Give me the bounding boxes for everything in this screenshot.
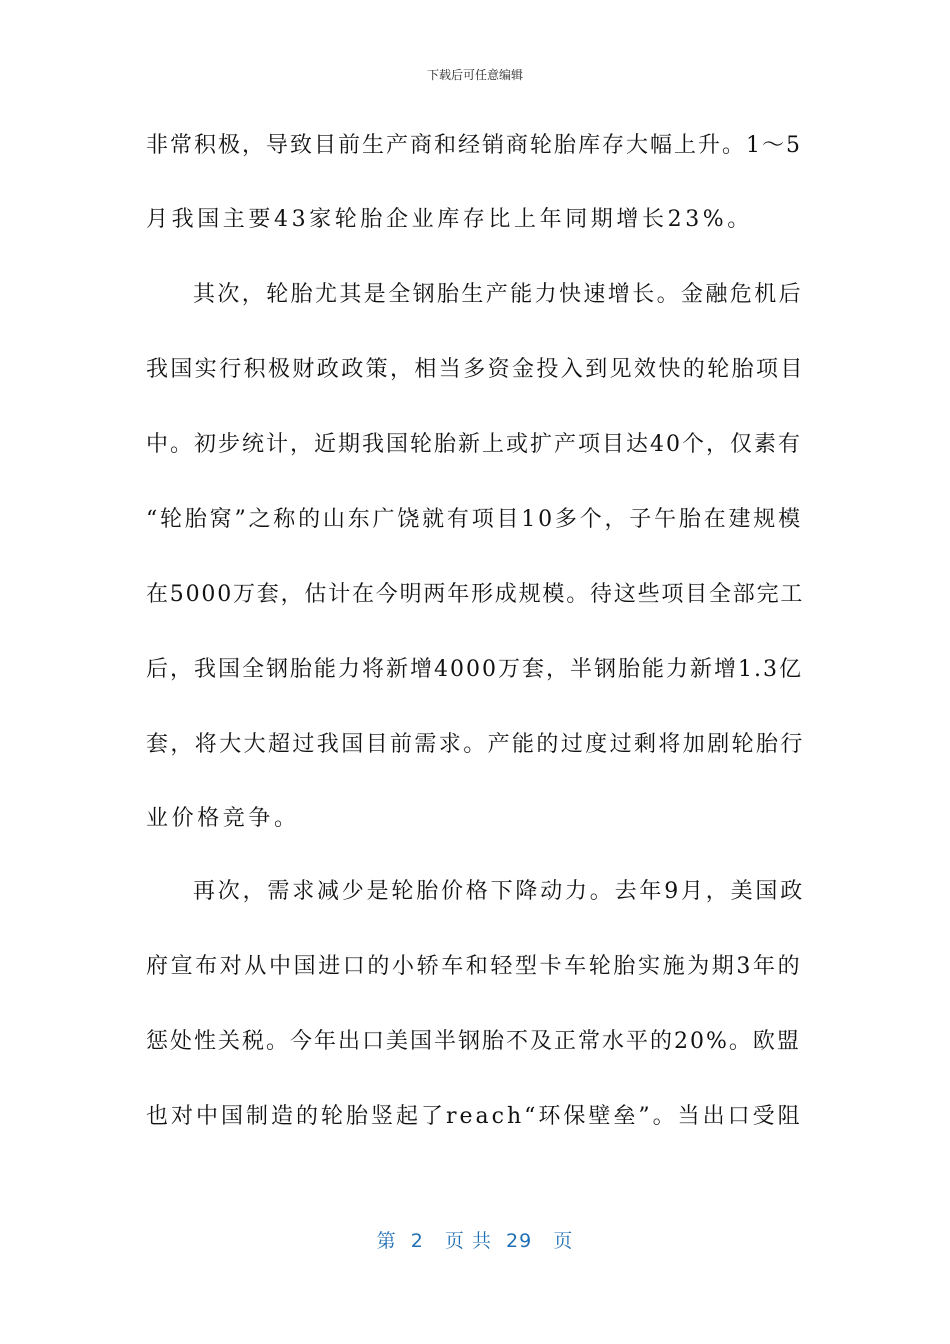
text-line: 中。初步统计，近期我国轮胎新上或扩产项目达40个，仅素有 [146,432,802,457]
text-line: 非常积极，导致目前生产商和经销商轮胎库存大幅上升。1～5 [146,133,802,158]
page-header-note: 下载后可任意编辑 [426,68,523,82]
text-line: “轮胎窝”之称的山东广饶就有项目10多个，子午胎在建规模 [146,507,803,532]
text-line: 其次，轮胎尤其是全钢胎生产能力快速增长。金融危机后 [193,282,804,307]
text-line: 惩处性关税。今年出口美国半钢胎不及正常水平的20%。欧盟 [146,1029,801,1054]
page-footer-number: 第 2 页 共 29 页 [376,1230,574,1252]
text-line: 月我国主要43家轮胎企业库存比上年同期增长23%。 [146,207,753,232]
text-line: 后，我国全钢胎能力将新增4000万套，半钢胎能力新增1.3亿 [146,657,803,682]
text-line: 再次，需求减少是轮胎价格下降动力。去年9月，美国政 [193,879,805,904]
text-line: 我国实行积极财政政策，相当多资金投入到见效快的轮胎项目 [146,357,805,382]
text-line: 在5000万套，估计在今明两年形成规模。待这些项目全部完工 [146,582,805,607]
text-line: 府宣布对从中国进口的小轿车和轻型卡车轮胎实施为期3年的 [146,954,803,979]
text-line: 也对中国制造的轮胎竖起了reach“环保壁垒”。当出口受阻 [146,1104,803,1129]
text-line: 业价格竞争。 [146,806,300,831]
text-line: 套，将大大超过我国目前需求。产能的过度过剩将加剧轮胎行 [146,732,805,757]
